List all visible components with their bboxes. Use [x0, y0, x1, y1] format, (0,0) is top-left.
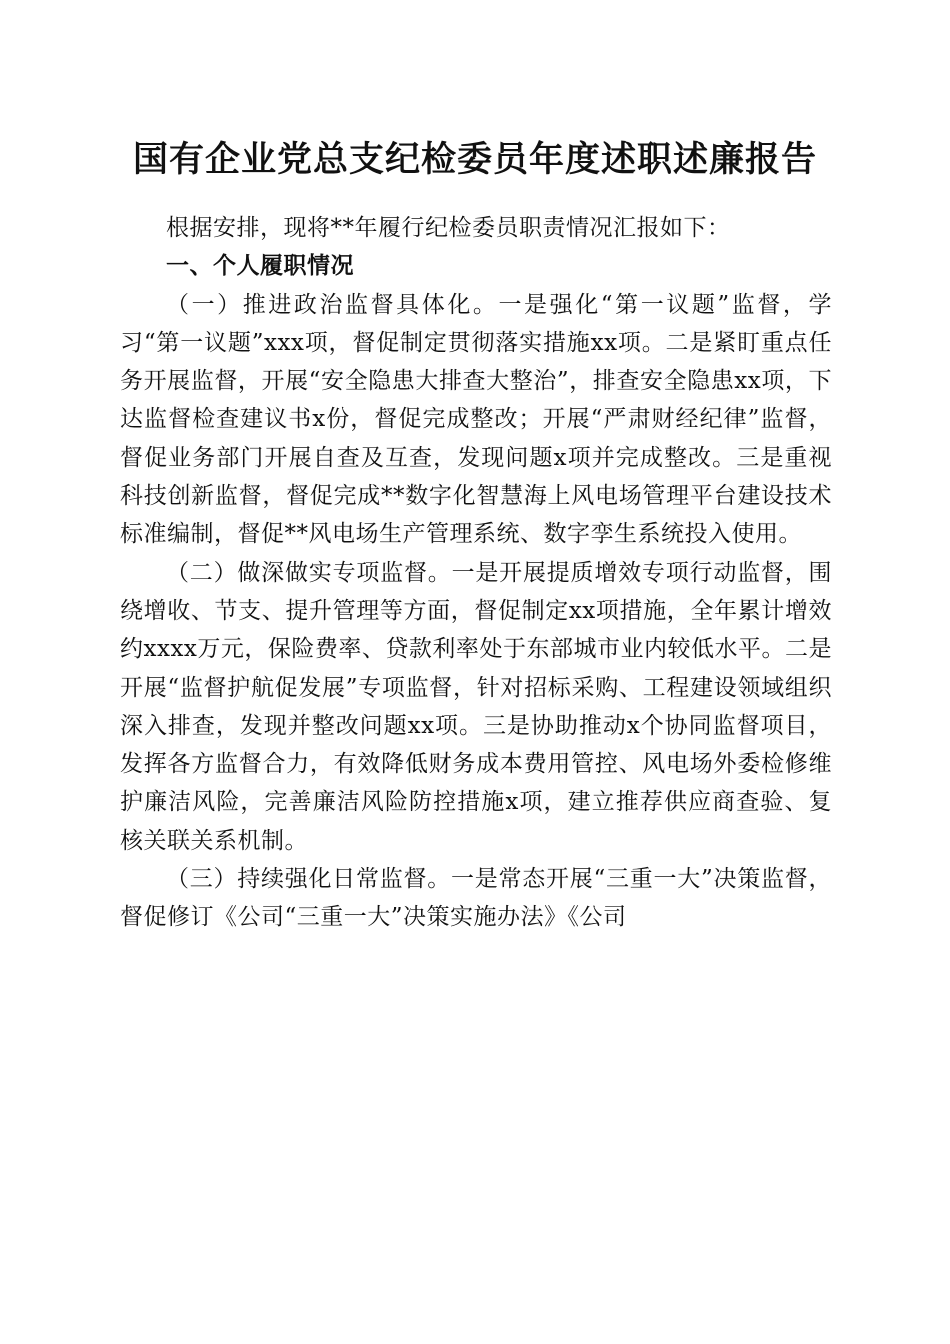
document-body [120, 209, 832, 937]
paragraph-lead: （一）推进政治监督具体化。 [166, 291, 499, 318]
document-title: 国有企业党总支纪检委员年度述职述廉报告 [132, 139, 817, 180]
paragraph-daily-supervision [120, 860, 832, 937]
paragraph-lead: （二）做深做实专项监督。 [166, 559, 452, 586]
paragraph-text: 一是开展提质增效专项行动监督，围绕增收、节支、提升管理等方面，督促制定xx项措施，全年累计增效约xxxx万元，保险费率、贷款利率处于东部城市业内较低水平。二是开展“监督护航促发展”专项监督，针对招标采购、工程建设领域组织深入排查，发现并整改问题xx项。三是协助推动x个协同监督项目，发挥各方监督合力，有效降低财务成本费用管控、风电场外委检修维护廉洁风险，完善廉洁风险防控措施x项，建立推荐供应商查验、复核关联关系机制。 [120, 559, 833, 854]
intro-paragraph: 根据安排，现将**年履行纪检委员职责情况汇报如下： [166, 215, 731, 241]
paragraph-lead: （三）持续强化日常监督。 [166, 866, 451, 893]
paragraph-special-supervision [120, 554, 832, 860]
paragraph-text: 一是强化“第一议题”监督，学习“第一议题”xxx项，督促制定贯彻落实措施xx项。二是紧盯重点任务开展监督，开展“安全隐患大排查大整治”，排查安全隐患xx项，下达监督检查建议书x份，督促完成整改；开展“严肃财经纪律”监督，督促业务部门开展自查及互查，发现问题x项并完成整改。三是重视科技创新监督，督促完成**数字化智慧海上风电场管理平台建设技术标准编制，督促**风电场生产管理系统、数字孪生系统投入使用。 [120, 291, 832, 548]
paragraph-political-supervision [120, 286, 832, 554]
section-heading: 一、个人履职情况 [166, 253, 354, 280]
paragraph-text: 一是常态开展“三重一大”决策监督，督促修订《公司“三重一大”决策实施办法》《公司 [120, 866, 832, 931]
